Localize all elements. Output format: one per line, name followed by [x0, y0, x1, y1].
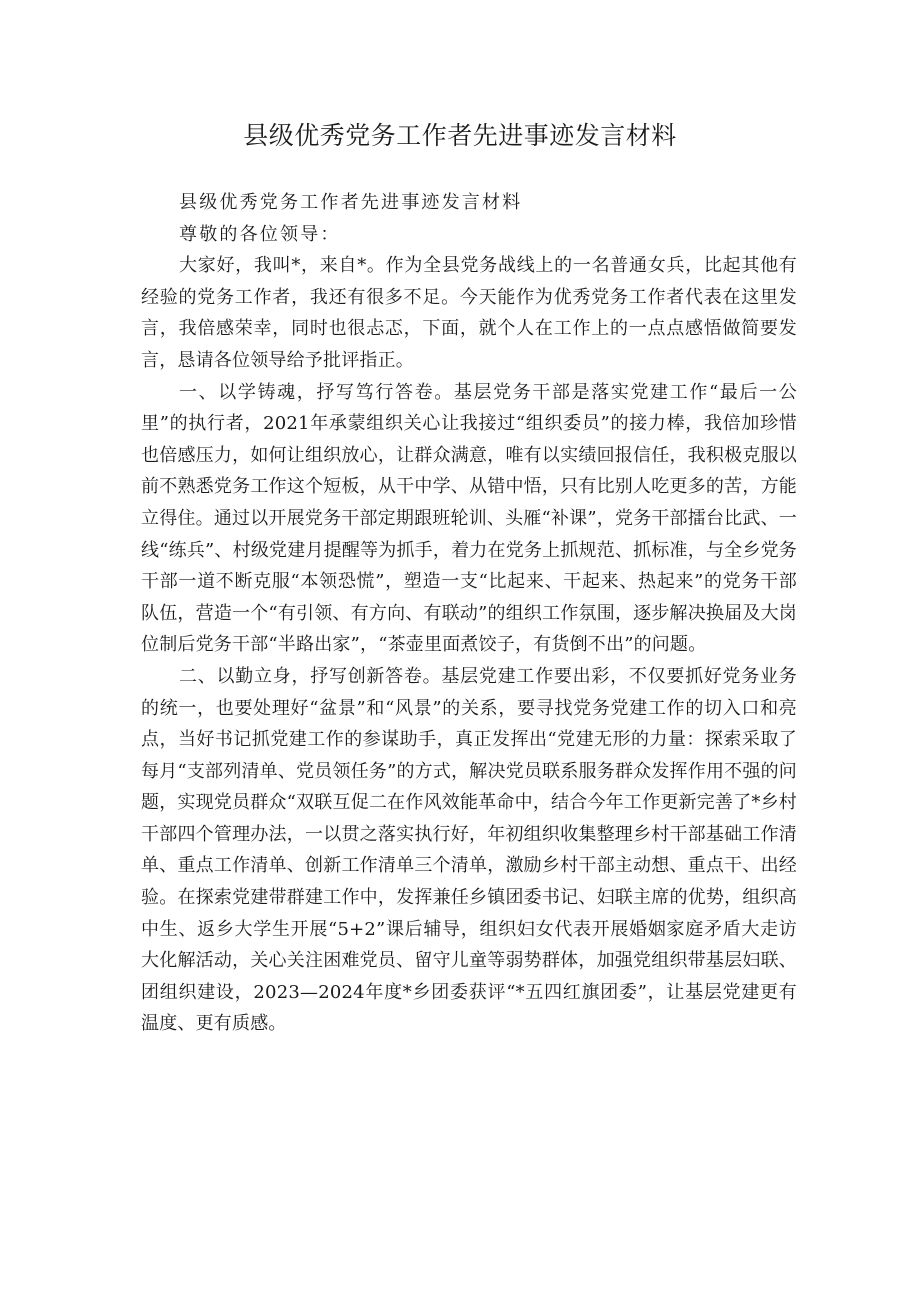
intro-paragraph: 大家好，我叫*，来自*。作为全县党务战线上的一名普通女兵，比起其他有经验的党务工作者，我还有很多不足。今天能作为优秀党务工作者代表在这里发言，我倍感荣幸，同时也很忐忑，下面，就个人在工作上的一点点感悟做简要发言，恳请各位领导给予批评指正。	[141, 255, 797, 371]
document-title: 县级优秀党务工作者先进事迹发言材料	[243, 121, 677, 150]
section-one-paragraph: 一、以学铸魂，抒写笃行答卷。基层党务干部是落实党建工作“最后一公里”的执行者，2021年承蒙组织关心让我接过“组织委员”的接力棒，我倍加珍惜也倍感压力，如何让组织放心，让群众满意，唯有以实绩回报信任，我积极克服以前不熟悉党务工作这个短板，从干中学、从错中悟，只有比别人吃更多的苦，方能立得住。通过以开展党务干部定期跟班轮训、头雁“补课”，党务干部擂台比武、一线“练兵”、村级党建月提醒等为抓手，着力在党务上抓规范、抓标准，与全乡党务干部一道不断克服“本领恐慌”，塑造一支“比起来、干起来、热起来”的党务干部队伍，营造一个“有引领、有方向、有联动”的组织工作氛围，逐步解决换届及大岗位制后党务干部“半路出家”，“茶壶里面煮饺子，有货倒不出”的问题。	[141, 381, 797, 656]
document-body	[141, 187, 797, 1040]
subtitle-paragraph: 县级优秀党务工作者先进事迹发言材料	[179, 192, 523, 213]
section-two-paragraph: 二、以勤立身，抒写创新答卷。基层党建工作要出彩，不仅要抓好党务业务的统一，也要处理好“盆景”和“风景”的关系，要寻找党务党建工作的切入口和亮点，当好书记抓党建工作的参谋助手，真正发挥出“党建无形的力量：探索采取了每月“支部列清单、党员领任务”的方式，解决党员联系服务群众发挥作用不强的问题，实现党员群众“双联互促二在作风效能革命中，结合今年工作更新完善了*乡村干部四个管理办法，一以贯之落实执行好，年初组织收集整理乡村干部基础工作清单、重点工作清单、创新工作清单三个清单，激励乡村干部主动想、重点干、出经验。在探索党建带群建工作中，发挥兼任乡镇团委书记、妇联主席的优势，组织高中生、返乡大学生开展“5+2”课后辅导，组织妇女代表开展婚姻家庭矛盾大走访大化解活动，关心关注困难党员、留守儿童等弱势群体，加强党组织带基层妇联、团组织建设，2023—2024年度*乡团委获评“*五四红旗团委”，让基层党建更有温度、更有质感。	[141, 665, 797, 1035]
salutation-paragraph: 尊敬的各位领导：	[179, 223, 341, 245]
